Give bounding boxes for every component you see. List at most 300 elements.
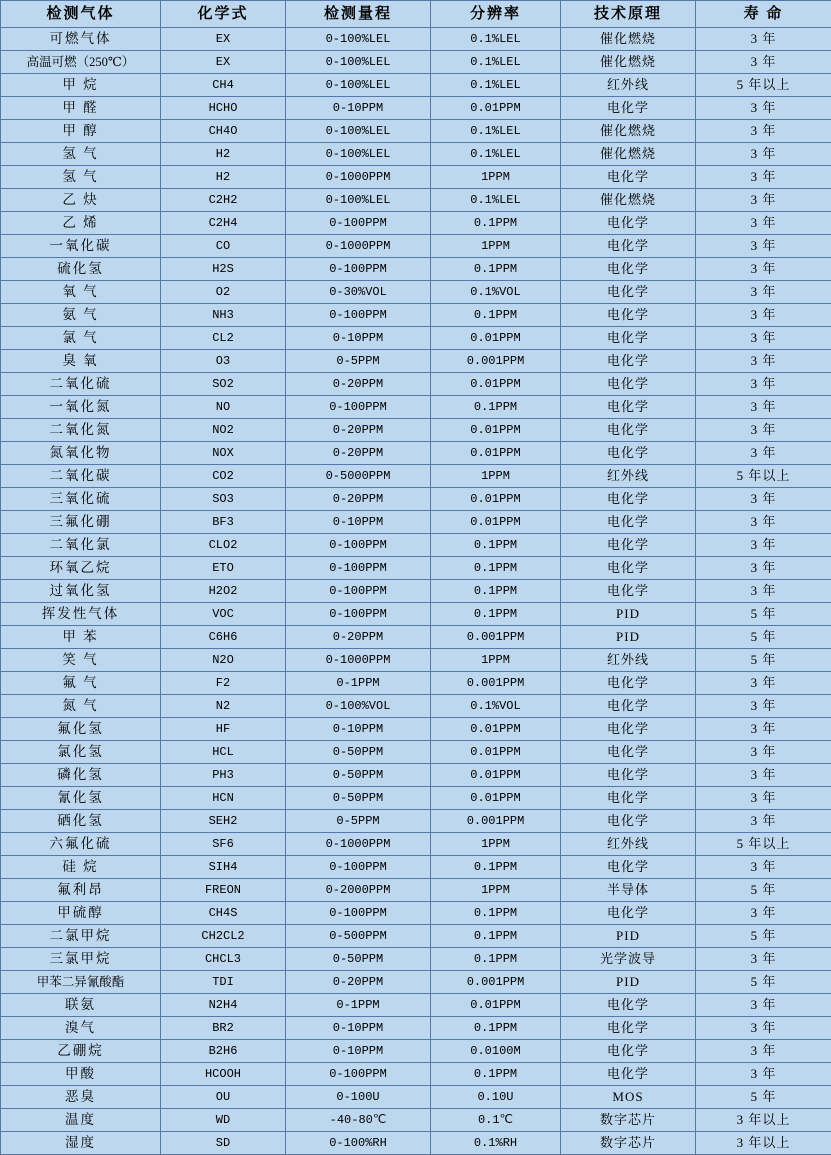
cell-chemical-formula: CH4O: [161, 120, 286, 143]
table-row: [1, 902, 831, 925]
table-row: [1, 488, 831, 511]
cell-gas-name: 二氧化氮: [1, 419, 161, 442]
cell-technology-principle: 电化学: [561, 764, 696, 787]
table-row: [1, 718, 831, 741]
table-row: [1, 994, 831, 1017]
cell-gas-name: 氮氧化物: [1, 442, 161, 465]
cell-technology-principle: 电化学: [561, 994, 696, 1017]
cell-gas-name: 甲 醇: [1, 120, 161, 143]
cell-chemical-formula: N2O: [161, 649, 286, 672]
cell-detection-range: 0-5000PPM: [286, 465, 431, 488]
cell-lifetime: 5 年: [696, 649, 831, 672]
cell-technology-principle: 电化学: [561, 488, 696, 511]
cell-lifetime: 3 年: [696, 511, 831, 534]
cell-lifetime: 5 年: [696, 603, 831, 626]
cell-technology-principle: 催化燃烧: [561, 28, 696, 51]
table-row: [1, 28, 831, 51]
cell-resolution: 0.1PPM: [431, 948, 561, 971]
cell-gas-name: 氯化氢: [1, 741, 161, 764]
table-row: [1, 948, 831, 971]
cell-resolution: 0.01PPM: [431, 442, 561, 465]
cell-lifetime: 5 年: [696, 626, 831, 649]
cell-technology-principle: 电化学: [561, 557, 696, 580]
cell-detection-range: 0-100PPM: [286, 258, 431, 281]
cell-gas-name: 氢 气: [1, 143, 161, 166]
cell-detection-range: 0-1PPM: [286, 994, 431, 1017]
table-row: [1, 810, 831, 833]
cell-chemical-formula: C2H2: [161, 189, 286, 212]
cell-detection-range: 0-100PPM: [286, 396, 431, 419]
cell-resolution: 0.0100M: [431, 1040, 561, 1063]
table-row: [1, 534, 831, 557]
cell-lifetime: 3 年: [696, 718, 831, 741]
table-row: [1, 189, 831, 212]
cell-lifetime: 3 年: [696, 1040, 831, 1063]
cell-resolution: 0.01PPM: [431, 994, 561, 1017]
cell-resolution: 0.1%LEL: [431, 74, 561, 97]
table-row: [1, 971, 831, 994]
cell-technology-principle: 电化学: [561, 810, 696, 833]
table-row: [1, 350, 831, 373]
cell-resolution: 0.1PPM: [431, 925, 561, 948]
cell-chemical-formula: HCN: [161, 787, 286, 810]
table-row: [1, 833, 831, 856]
cell-technology-principle: 电化学: [561, 281, 696, 304]
cell-technology-principle: PID: [561, 925, 696, 948]
cell-chemical-formula: O3: [161, 350, 286, 373]
cell-lifetime: 5 年: [696, 925, 831, 948]
cell-gas-name: 二氧化碳: [1, 465, 161, 488]
cell-lifetime: 3 年: [696, 695, 831, 718]
cell-detection-range: 0-5PPM: [286, 810, 431, 833]
header-technology-principle: 技术原理: [561, 1, 696, 28]
cell-technology-principle: 数字芯片: [561, 1132, 696, 1155]
cell-gas-name: 高温可燃（250℃）: [1, 51, 161, 74]
cell-resolution: 0.01PPM: [431, 741, 561, 764]
cell-technology-principle: 电化学: [561, 212, 696, 235]
cell-lifetime: 5 年以上: [696, 465, 831, 488]
cell-detection-range: 0-2000PPM: [286, 879, 431, 902]
cell-chemical-formula: SF6: [161, 833, 286, 856]
cell-gas-name: 二氯甲烷: [1, 925, 161, 948]
cell-lifetime: 3 年: [696, 419, 831, 442]
table-row: [1, 741, 831, 764]
cell-resolution: 0.1%LEL: [431, 28, 561, 51]
cell-technology-principle: 电化学: [561, 856, 696, 879]
cell-lifetime: 3 年: [696, 189, 831, 212]
cell-lifetime: 3 年以上: [696, 1109, 831, 1132]
table-row: [1, 626, 831, 649]
table-row: [1, 166, 831, 189]
cell-resolution: 0.1PPM: [431, 603, 561, 626]
cell-chemical-formula: EX: [161, 51, 286, 74]
table-row: [1, 212, 831, 235]
cell-chemical-formula: OU: [161, 1086, 286, 1109]
header-gas-name: 检测气体: [1, 1, 161, 28]
cell-lifetime: 3 年: [696, 1063, 831, 1086]
cell-detection-range: 0-20PPM: [286, 971, 431, 994]
cell-chemical-formula: HF: [161, 718, 286, 741]
cell-lifetime: 3 年: [696, 350, 831, 373]
cell-technology-principle: PID: [561, 626, 696, 649]
table-row: [1, 327, 831, 350]
cell-detection-range: 0-20PPM: [286, 373, 431, 396]
cell-resolution: 0.1PPM: [431, 557, 561, 580]
cell-technology-principle: 电化学: [561, 304, 696, 327]
cell-resolution: 0.1PPM: [431, 396, 561, 419]
cell-resolution: 0.1PPM: [431, 1017, 561, 1040]
cell-resolution: 0.1PPM: [431, 856, 561, 879]
table-row: [1, 603, 831, 626]
cell-chemical-formula: SEH2: [161, 810, 286, 833]
cell-technology-principle: 催化燃烧: [561, 51, 696, 74]
cell-resolution: 0.1%LEL: [431, 51, 561, 74]
cell-lifetime: 3 年: [696, 304, 831, 327]
cell-detection-range: 0-100PPM: [286, 304, 431, 327]
cell-resolution: 0.10U: [431, 1086, 561, 1109]
cell-technology-principle: 电化学: [561, 258, 696, 281]
cell-resolution: 0.001PPM: [431, 810, 561, 833]
table-row: [1, 879, 831, 902]
cell-resolution: 0.01PPM: [431, 511, 561, 534]
table-row: [1, 580, 831, 603]
table-row: [1, 281, 831, 304]
cell-lifetime: 3 年: [696, 1017, 831, 1040]
cell-gas-name: 一氧化氮: [1, 396, 161, 419]
table-row: [1, 143, 831, 166]
cell-gas-name: 氟 气: [1, 672, 161, 695]
cell-technology-principle: 电化学: [561, 396, 696, 419]
cell-resolution: 1PPM: [431, 235, 561, 258]
cell-resolution: 0.001PPM: [431, 626, 561, 649]
cell-technology-principle: 催化燃烧: [561, 143, 696, 166]
cell-chemical-formula: HCOOH: [161, 1063, 286, 1086]
cell-lifetime: 5 年: [696, 879, 831, 902]
table-row: [1, 1017, 831, 1040]
cell-lifetime: 5 年: [696, 1086, 831, 1109]
cell-technology-principle: 红外线: [561, 833, 696, 856]
cell-technology-principle: 电化学: [561, 373, 696, 396]
table-header-row: [1, 1, 831, 28]
cell-resolution: 0.1%LEL: [431, 189, 561, 212]
cell-resolution: 0.1PPM: [431, 258, 561, 281]
cell-lifetime: 3 年: [696, 166, 831, 189]
cell-detection-range: 0-30%VOL: [286, 281, 431, 304]
cell-lifetime: 3 年: [696, 212, 831, 235]
cell-technology-principle: 红外线: [561, 649, 696, 672]
cell-resolution: 0.1PPM: [431, 580, 561, 603]
cell-gas-name: 磷化氢: [1, 764, 161, 787]
cell-gas-name: 乙 烯: [1, 212, 161, 235]
cell-chemical-formula: CH2CL2: [161, 925, 286, 948]
cell-detection-range: 0-100PPM: [286, 534, 431, 557]
cell-gas-name: 硫化氢: [1, 258, 161, 281]
cell-technology-principle: 红外线: [561, 465, 696, 488]
table-row: [1, 74, 831, 97]
cell-gas-name: 三氧化硫: [1, 488, 161, 511]
cell-detection-range: 0-1PPM: [286, 672, 431, 695]
cell-gas-name: 氟化氢: [1, 718, 161, 741]
cell-resolution: 0.001PPM: [431, 350, 561, 373]
cell-gas-name: 臭 氧: [1, 350, 161, 373]
cell-chemical-formula: CL2: [161, 327, 286, 350]
cell-technology-principle: 催化燃烧: [561, 120, 696, 143]
cell-technology-principle: 电化学: [561, 327, 696, 350]
cell-detection-range: 0-100PPM: [286, 902, 431, 925]
cell-gas-name: 甲 烷: [1, 74, 161, 97]
cell-chemical-formula: FREON: [161, 879, 286, 902]
table-row: [1, 695, 831, 718]
cell-chemical-formula: H2: [161, 143, 286, 166]
cell-chemical-formula: BR2: [161, 1017, 286, 1040]
table-row: [1, 1109, 831, 1132]
cell-gas-name: 六氟化硫: [1, 833, 161, 856]
cell-detection-range: 0-50PPM: [286, 787, 431, 810]
cell-chemical-formula: TDI: [161, 971, 286, 994]
cell-resolution: 1PPM: [431, 649, 561, 672]
cell-chemical-formula: H2O2: [161, 580, 286, 603]
cell-chemical-formula: H2S: [161, 258, 286, 281]
cell-chemical-formula: SO3: [161, 488, 286, 511]
cell-lifetime: 3 年: [696, 373, 831, 396]
cell-chemical-formula: O2: [161, 281, 286, 304]
cell-resolution: 1PPM: [431, 166, 561, 189]
cell-gas-name: 溴气: [1, 1017, 161, 1040]
cell-chemical-formula: BF3: [161, 511, 286, 534]
table-row: [1, 442, 831, 465]
table-row: [1, 304, 831, 327]
cell-detection-range: 0-100%LEL: [286, 74, 431, 97]
cell-technology-principle: 电化学: [561, 787, 696, 810]
cell-detection-range: 0-500PPM: [286, 925, 431, 948]
cell-detection-range: 0-100PPM: [286, 856, 431, 879]
cell-resolution: 0.01PPM: [431, 97, 561, 120]
cell-chemical-formula: NO2: [161, 419, 286, 442]
cell-detection-range: 0-20PPM: [286, 419, 431, 442]
cell-technology-principle: 数字芯片: [561, 1109, 696, 1132]
cell-detection-range: 0-100PPM: [286, 580, 431, 603]
table-row: [1, 258, 831, 281]
cell-gas-name: 硒化氢: [1, 810, 161, 833]
table-row: [1, 557, 831, 580]
table-row: [1, 787, 831, 810]
cell-resolution: 0.1PPM: [431, 902, 561, 925]
cell-gas-name: 二氧化硫: [1, 373, 161, 396]
cell-gas-name: 硅 烷: [1, 856, 161, 879]
cell-resolution: 1PPM: [431, 879, 561, 902]
table-row: [1, 120, 831, 143]
cell-lifetime: 3 年: [696, 28, 831, 51]
table-row: [1, 419, 831, 442]
cell-lifetime: 3 年: [696, 557, 831, 580]
cell-gas-name: 挥发性气体: [1, 603, 161, 626]
table-body: [1, 28, 831, 1155]
cell-technology-principle: 电化学: [561, 166, 696, 189]
cell-detection-range: 0-100%VOL: [286, 695, 431, 718]
cell-resolution: 0.1PPM: [431, 212, 561, 235]
cell-technology-principle: 电化学: [561, 350, 696, 373]
cell-lifetime: 3 年: [696, 396, 831, 419]
cell-resolution: 0.1%LEL: [431, 143, 561, 166]
cell-detection-range: 0-10PPM: [286, 1040, 431, 1063]
cell-technology-principle: 催化燃烧: [561, 189, 696, 212]
table-row: [1, 235, 831, 258]
cell-chemical-formula: CLO2: [161, 534, 286, 557]
cell-technology-principle: 电化学: [561, 580, 696, 603]
cell-lifetime: 3 年: [696, 948, 831, 971]
cell-detection-range: 0-100PPM: [286, 557, 431, 580]
cell-chemical-formula: SD: [161, 1132, 286, 1155]
table-row: [1, 1132, 831, 1155]
cell-detection-range: 0-100%LEL: [286, 51, 431, 74]
cell-detection-range: 0-1000PPM: [286, 166, 431, 189]
cell-resolution: 1PPM: [431, 465, 561, 488]
cell-technology-principle: 电化学: [561, 695, 696, 718]
cell-technology-principle: 电化学: [561, 902, 696, 925]
cell-lifetime: 5 年: [696, 971, 831, 994]
cell-detection-range: 0-5PPM: [286, 350, 431, 373]
cell-resolution: 0.1%VOL: [431, 695, 561, 718]
cell-chemical-formula: NO: [161, 396, 286, 419]
cell-detection-range: 0-100%LEL: [286, 189, 431, 212]
cell-detection-range: 0-10PPM: [286, 511, 431, 534]
table-row: [1, 396, 831, 419]
cell-lifetime: 3 年: [696, 235, 831, 258]
cell-detection-range: 0-100%LEL: [286, 28, 431, 51]
cell-resolution: 0.01PPM: [431, 373, 561, 396]
cell-detection-range: 0-10PPM: [286, 97, 431, 120]
cell-technology-principle: 电化学: [561, 235, 696, 258]
cell-technology-principle: MOS: [561, 1086, 696, 1109]
cell-detection-range: 0-20PPM: [286, 488, 431, 511]
cell-resolution: 0.01PPM: [431, 327, 561, 350]
cell-chemical-formula: VOC: [161, 603, 286, 626]
cell-chemical-formula: CO: [161, 235, 286, 258]
cell-lifetime: 3 年: [696, 442, 831, 465]
cell-detection-range: 0-20PPM: [286, 626, 431, 649]
cell-lifetime: 3 年: [696, 856, 831, 879]
cell-lifetime: 3 年: [696, 994, 831, 1017]
table-row: [1, 465, 831, 488]
header-detection-range: 检测量程: [286, 1, 431, 28]
table-row: [1, 373, 831, 396]
cell-detection-range: 0-100PPM: [286, 603, 431, 626]
table-row: [1, 764, 831, 787]
cell-lifetime: 3 年: [696, 143, 831, 166]
cell-detection-range: 0-50PPM: [286, 948, 431, 971]
cell-gas-name: 氧 气: [1, 281, 161, 304]
cell-gas-name: 恶臭: [1, 1086, 161, 1109]
cell-detection-range: 0-10PPM: [286, 1017, 431, 1040]
cell-chemical-formula: SO2: [161, 373, 286, 396]
cell-gas-name: 温度: [1, 1109, 161, 1132]
cell-lifetime: 3 年: [696, 488, 831, 511]
cell-lifetime: 3 年: [696, 741, 831, 764]
cell-resolution: 0.01PPM: [431, 488, 561, 511]
table-row: [1, 1063, 831, 1086]
cell-gas-name: 笑 气: [1, 649, 161, 672]
cell-chemical-formula: N2: [161, 695, 286, 718]
table-row: [1, 1040, 831, 1063]
cell-detection-range: 0-100U: [286, 1086, 431, 1109]
cell-lifetime: 3 年: [696, 281, 831, 304]
cell-gas-name: 过氧化氢: [1, 580, 161, 603]
cell-gas-name: 甲苯二异氰酸酯: [1, 971, 161, 994]
cell-gas-name: 湿度: [1, 1132, 161, 1155]
cell-lifetime: 3 年: [696, 120, 831, 143]
cell-chemical-formula: ETO: [161, 557, 286, 580]
cell-detection-range: 0-100PPM: [286, 212, 431, 235]
cell-detection-range: 0-100%LEL: [286, 143, 431, 166]
cell-gas-name: 氨 气: [1, 304, 161, 327]
cell-lifetime: 3 年: [696, 97, 831, 120]
cell-detection-range: 0-100%RH: [286, 1132, 431, 1155]
cell-technology-principle: 电化学: [561, 1017, 696, 1040]
cell-lifetime: 3 年: [696, 51, 831, 74]
cell-chemical-formula: F2: [161, 672, 286, 695]
cell-gas-name: 甲酸: [1, 1063, 161, 1086]
cell-chemical-formula: N2H4: [161, 994, 286, 1017]
cell-gas-name: 三氟化硼: [1, 511, 161, 534]
cell-technology-principle: 电化学: [561, 419, 696, 442]
table-row: [1, 856, 831, 879]
cell-gas-name: 可燃气体: [1, 28, 161, 51]
cell-chemical-formula: NOX: [161, 442, 286, 465]
cell-technology-principle: 半导体: [561, 879, 696, 902]
cell-resolution: 0.01PPM: [431, 764, 561, 787]
cell-technology-principle: 红外线: [561, 74, 696, 97]
cell-gas-name: 一氧化碳: [1, 235, 161, 258]
cell-chemical-formula: NH3: [161, 304, 286, 327]
cell-technology-principle: PID: [561, 603, 696, 626]
cell-technology-principle: 电化学: [561, 511, 696, 534]
cell-detection-range: -40-80℃: [286, 1109, 431, 1132]
cell-gas-name: 环氧乙烷: [1, 557, 161, 580]
cell-gas-name: 乙 炔: [1, 189, 161, 212]
cell-resolution: 0.1PPM: [431, 1063, 561, 1086]
cell-detection-range: 0-1000PPM: [286, 235, 431, 258]
cell-gas-name: 氢 气: [1, 166, 161, 189]
cell-technology-principle: 电化学: [561, 442, 696, 465]
header-chemical-formula: 化学式: [161, 1, 286, 28]
table-row: [1, 511, 831, 534]
cell-chemical-formula: PH3: [161, 764, 286, 787]
cell-lifetime: 3 年以上: [696, 1132, 831, 1155]
cell-lifetime: 3 年: [696, 327, 831, 350]
header-lifetime: 寿 命: [696, 1, 831, 28]
cell-chemical-formula: HCL: [161, 741, 286, 764]
cell-technology-principle: 电化学: [561, 718, 696, 741]
cell-detection-range: 0-100PPM: [286, 1063, 431, 1086]
cell-resolution: 0.001PPM: [431, 971, 561, 994]
cell-gas-name: 氟利昂: [1, 879, 161, 902]
cell-gas-name: 氯 气: [1, 327, 161, 350]
cell-lifetime: 3 年: [696, 764, 831, 787]
cell-detection-range: 0-100%LEL: [286, 120, 431, 143]
cell-detection-range: 0-1000PPM: [286, 833, 431, 856]
cell-lifetime: 3 年: [696, 787, 831, 810]
cell-resolution: 0.1℃: [431, 1109, 561, 1132]
cell-technology-principle: PID: [561, 971, 696, 994]
cell-gas-name: 联氨: [1, 994, 161, 1017]
cell-lifetime: 3 年: [696, 534, 831, 557]
cell-gas-name: 甲硫醇: [1, 902, 161, 925]
table-row: [1, 1086, 831, 1109]
table-header: [1, 1, 831, 28]
cell-chemical-formula: C2H4: [161, 212, 286, 235]
cell-detection-range: 0-10PPM: [286, 327, 431, 350]
cell-resolution: 0.1%RH: [431, 1132, 561, 1155]
